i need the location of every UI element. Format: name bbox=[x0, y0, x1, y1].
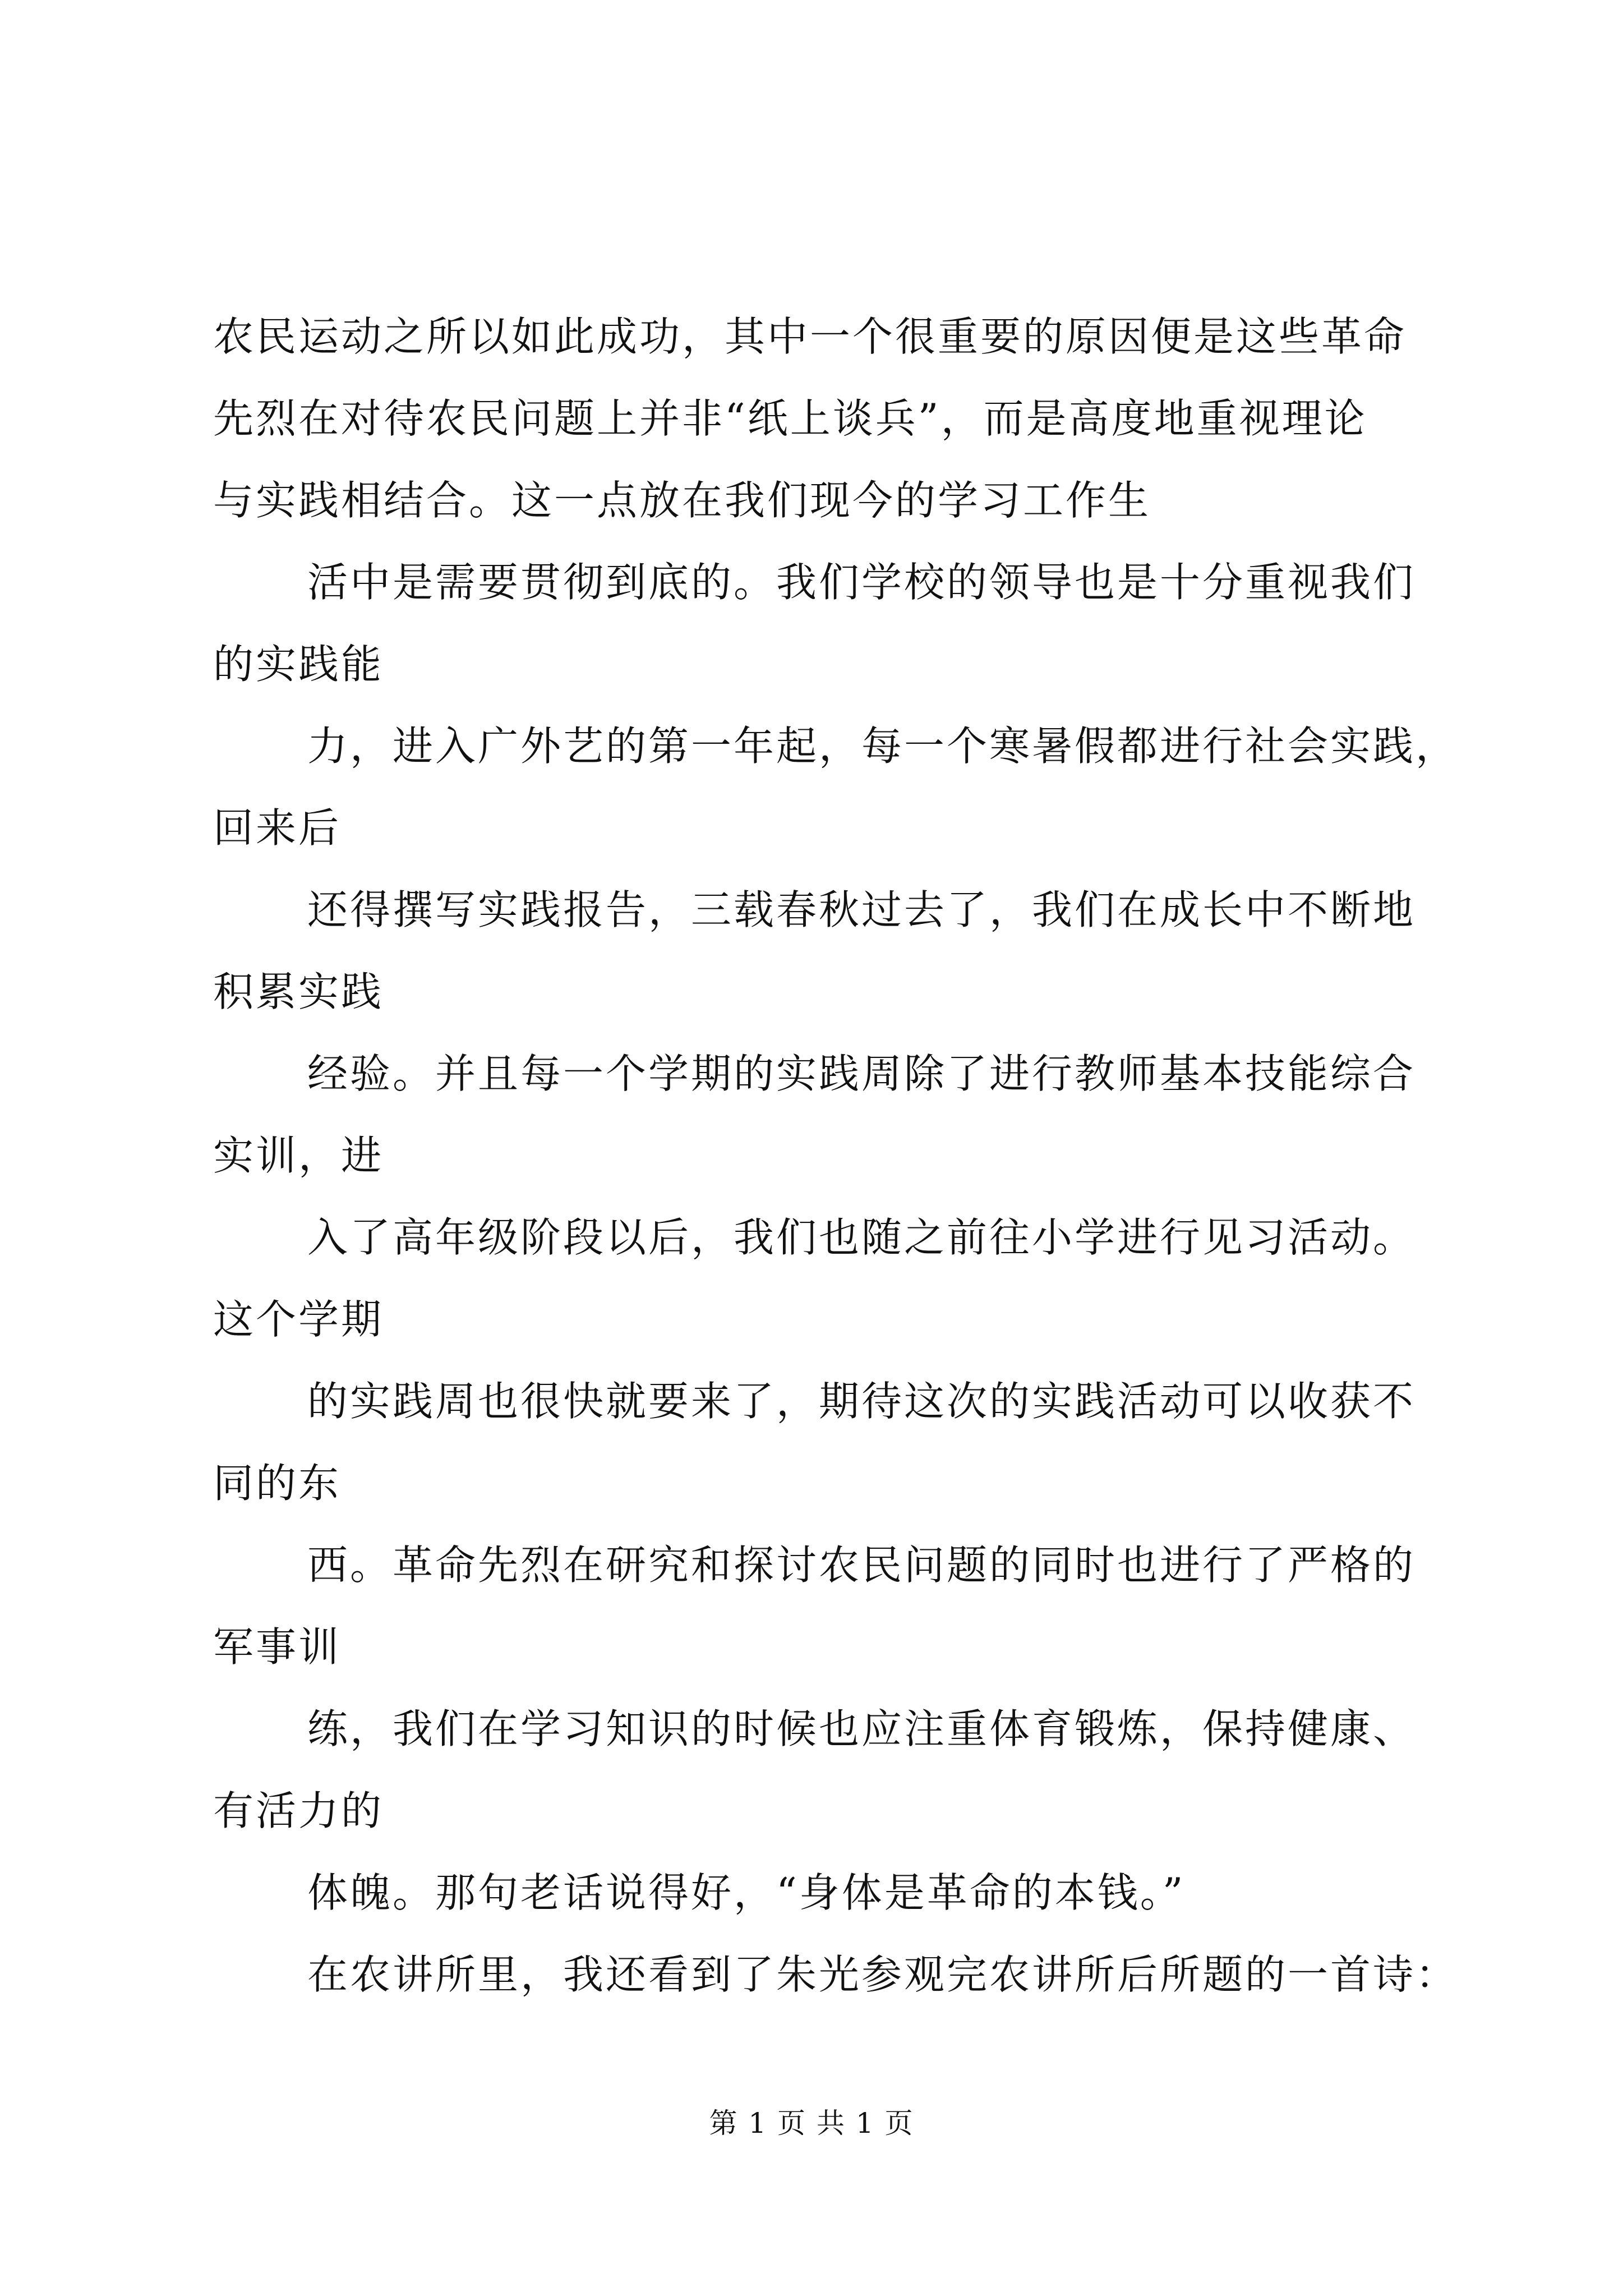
text-line: 同的东 bbox=[213, 1460, 342, 1507]
text-line: 练，我们在学习知识的时候也应注重体育锻炼，保持健康、 bbox=[307, 1705, 1416, 1752]
text-line: 还得撰写实践报告，三载春秋过去了，我们在成长中不断地 bbox=[307, 886, 1416, 933]
text-line: 农民运动之所以如此成功，其中一个很重要的原因便是这些革命 bbox=[213, 313, 1407, 360]
text-line: 入了高年级阶段以后，我们也随之前往小学进行见习活动。 bbox=[307, 1214, 1416, 1261]
body-text bbox=[213, 296, 1459, 2016]
text-line: 军事训 bbox=[213, 1623, 342, 1671]
text-line: 这个学期 bbox=[213, 1296, 384, 1343]
text-line: 经验。并且每一个学期的实践周除了进行教师基本技能综合 bbox=[307, 1050, 1416, 1097]
text-line: 先烈在对待农民问题上并非“纸上谈兵”，而是高度地重视理论 bbox=[213, 395, 1367, 442]
page-footer: 第 1 页 共 1 页 bbox=[709, 2107, 914, 2139]
text-line: 积累实践 bbox=[213, 968, 384, 1015]
text-line: 有活力的 bbox=[213, 1787, 384, 1834]
text-line: 在农讲所里，我还看到了朱光参观完农讲所后所题的一首诗： bbox=[307, 1951, 1459, 1998]
text-line: 与实践相结合。这一点放在我们现今的学习工作生 bbox=[213, 477, 1151, 524]
text-line: 的实践周也很快就要来了，期待这次的实践活动可以收获不 bbox=[307, 1378, 1416, 1425]
text-line: 活中是需要贯彻到底的。我们学校的领导也是十分重视我们 bbox=[307, 559, 1416, 606]
text-line: 西。革命先烈在研究和探讨农民问题的同时也进行了严格的 bbox=[307, 1542, 1416, 1589]
text-line: 力，进入广外艺的第一年起，每一个寒暑假都进行社会实践， bbox=[307, 723, 1459, 770]
text-line: 实训，进 bbox=[213, 1132, 384, 1179]
text-line: 回来后 bbox=[213, 804, 342, 852]
text-line: 的实践能 bbox=[213, 641, 384, 688]
text-line: 体魄。那句老话说得好，“身体是革命的本钱。” bbox=[307, 1869, 1186, 1916]
